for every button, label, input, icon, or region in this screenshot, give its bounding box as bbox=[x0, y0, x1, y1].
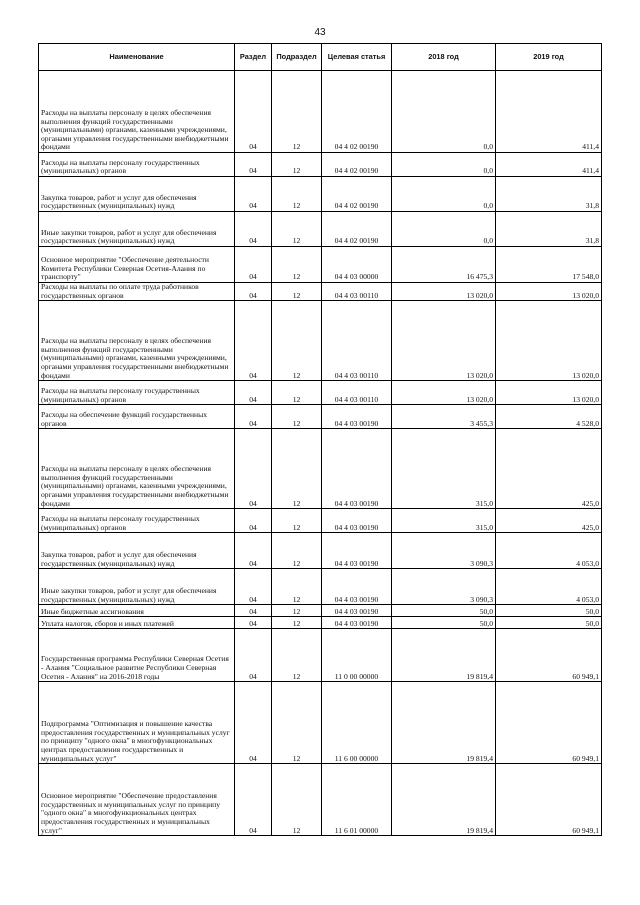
row-2018: 315,0 bbox=[392, 429, 496, 509]
row-2019: 13 020,0 bbox=[496, 283, 602, 301]
table-row bbox=[39, 617, 602, 629]
row-podrazdel: 12 bbox=[272, 212, 322, 247]
row-statya: 04 4 03 00190 bbox=[322, 429, 392, 509]
header-razdel: Раздел bbox=[235, 44, 272, 71]
row-statya: 04 4 03 00110 bbox=[322, 381, 392, 405]
row-name: Иные закупки товаров, работ и услуг для обеспечения государственных (муниципальных) нужд bbox=[39, 569, 235, 605]
row-statya: 04 4 03 00110 bbox=[322, 283, 392, 301]
row-2019: 13 020,0 bbox=[496, 381, 602, 405]
table-row bbox=[39, 301, 602, 381]
row-2018: 13 020,0 bbox=[392, 301, 496, 381]
row-razdel: 04 bbox=[235, 429, 272, 509]
table-body bbox=[39, 71, 602, 836]
row-razdel: 04 bbox=[235, 629, 272, 682]
row-name: Основное мероприятие "Обеспечение деятельности Комитета Республики Северная Осетия-Алания по транспорту" bbox=[39, 247, 235, 283]
row-2018: 3 090,3 bbox=[392, 533, 496, 569]
row-2018: 16 475,3 bbox=[392, 247, 496, 283]
header-2019: 2019 год bbox=[496, 44, 602, 71]
row-name: Расходы на выплаты по оплате труда работников государственных органов bbox=[39, 283, 235, 301]
row-podrazdel: 12 bbox=[272, 533, 322, 569]
row-name: Расходы на выплаты персоналу в целях обеспечения выполнения функций государственными (муниципальными) органами, казенными учреждениями, органами управления государственными внебюджетными фондами bbox=[39, 301, 235, 381]
table-row bbox=[39, 429, 602, 509]
row-podrazdel: 12 bbox=[272, 283, 322, 301]
row-2019: 60 949,1 bbox=[496, 682, 602, 764]
row-podrazdel: 12 bbox=[272, 605, 322, 617]
row-2019: 17 548,0 bbox=[496, 247, 602, 283]
table-row bbox=[39, 605, 602, 617]
row-name: Государственная программа Республики Северная Осетия - Алания "Социальное развитие Республики Северная Осетия - Алания" на 2016-2018 годы bbox=[39, 629, 235, 682]
row-statya: 11 6 01 00000 bbox=[322, 764, 392, 836]
row-name: Расходы на выплаты персоналу государственных (муниципальных) органов bbox=[39, 509, 235, 533]
row-podrazdel: 12 bbox=[272, 617, 322, 629]
row-name: Расходы на выплаты персоналу в целях обеспечения выполнения функций государственными (муниципальными) органами, казенными учреждениями, органами управления государственными внебюджетными фондами bbox=[39, 429, 235, 509]
row-statya: 04 4 03 00190 bbox=[322, 405, 392, 429]
row-podrazdel: 12 bbox=[272, 429, 322, 509]
row-name: Расходы на обеспечение функций государственных органов bbox=[39, 405, 235, 429]
table-header bbox=[39, 44, 602, 71]
header-statya: Целевая статья bbox=[322, 44, 392, 71]
table-row bbox=[39, 247, 602, 283]
row-2018: 13 020,0 bbox=[392, 381, 496, 405]
row-razdel: 04 bbox=[235, 509, 272, 533]
row-name: Иные бюджетные ассигнования bbox=[39, 605, 235, 617]
row-2019: 60 949,1 bbox=[496, 764, 602, 836]
row-2019: 425,0 bbox=[496, 429, 602, 509]
row-razdel: 04 bbox=[235, 605, 272, 617]
row-2018: 0,0 bbox=[392, 153, 496, 177]
row-2018: 50,0 bbox=[392, 605, 496, 617]
row-2019: 411,4 bbox=[496, 71, 602, 153]
header-2018: 2018 год bbox=[392, 44, 496, 71]
page-number: 43 bbox=[314, 27, 326, 38]
row-podrazdel: 12 bbox=[272, 153, 322, 177]
row-2019: 411,4 bbox=[496, 153, 602, 177]
row-name: Расходы на выплаты персоналу государственных (муниципальных) органов bbox=[39, 381, 235, 405]
row-statya: 04 4 02 00190 bbox=[322, 71, 392, 153]
table-row bbox=[39, 177, 602, 212]
row-razdel: 04 bbox=[235, 381, 272, 405]
table-row bbox=[39, 405, 602, 429]
row-2018: 3 090,3 bbox=[392, 569, 496, 605]
row-name: Закупка товаров, работ и услуг для обеспечения государственных (муниципальных) нужд bbox=[39, 177, 235, 212]
row-statya: 04 4 02 00190 bbox=[322, 177, 392, 212]
row-name: Расходы на выплаты персоналу государственных (муниципальных) органов bbox=[39, 153, 235, 177]
row-2019: 425,0 bbox=[496, 509, 602, 533]
table-row bbox=[39, 212, 602, 247]
row-statya: 04 4 03 00190 bbox=[322, 509, 392, 533]
row-podrazdel: 12 bbox=[272, 509, 322, 533]
row-2019: 4 053,0 bbox=[496, 569, 602, 605]
row-name: Иные закупки товаров, работ и услуг для обеспечения государственных (муниципальных) нужд bbox=[39, 212, 235, 247]
row-podrazdel: 12 bbox=[272, 301, 322, 381]
budget-table bbox=[38, 43, 602, 836]
row-statya: 04 4 03 00190 bbox=[322, 569, 392, 605]
table-row bbox=[39, 629, 602, 682]
row-2018: 19 819,4 bbox=[392, 682, 496, 764]
row-razdel: 04 bbox=[235, 569, 272, 605]
row-name: Закупка товаров, работ и услуг для обеспечения государственных (муниципальных) нужд bbox=[39, 533, 235, 569]
row-2018: 19 819,4 bbox=[392, 764, 496, 836]
row-2019: 4 528,0 bbox=[496, 405, 602, 429]
table-row bbox=[39, 764, 602, 836]
row-2019: 50,0 bbox=[496, 617, 602, 629]
row-2019: 31,8 bbox=[496, 212, 602, 247]
row-2018: 0,0 bbox=[392, 177, 496, 212]
row-2018: 0,0 bbox=[392, 71, 496, 153]
row-2018: 3 455,3 bbox=[392, 405, 496, 429]
row-razdel: 04 bbox=[235, 764, 272, 836]
row-2019: 13 020,0 bbox=[496, 301, 602, 381]
row-podrazdel: 12 bbox=[272, 682, 322, 764]
row-podrazdel: 12 bbox=[272, 569, 322, 605]
row-podrazdel: 12 bbox=[272, 764, 322, 836]
row-name: Уплата налогов, сборов и иных платежей bbox=[39, 617, 235, 629]
row-razdel: 04 bbox=[235, 682, 272, 764]
row-statya: 04 4 03 00000 bbox=[322, 247, 392, 283]
row-podrazdel: 12 bbox=[272, 381, 322, 405]
row-name: Подпрограмма "Оптимизация и повышение качества предоставления государственных и муниципальных услуг по принципу "одного окна" в многофункциональных центрах предоставления государственных и муниципальных услуг" bbox=[39, 682, 235, 764]
row-name: Основное мероприятие "Обеспечение предоставления государственных и муниципальных услуг по принципу "одного окна" в многофункциональных центрах предоставления государственных и муниципальных услуг" bbox=[39, 764, 235, 836]
row-statya: 04 4 02 00190 bbox=[322, 153, 392, 177]
row-name: Расходы на выплаты персоналу в целях обеспечения выполнения функций государственными (муниципальными) органами, казенными учреждениями, органами управления государственными внебюджетными фондами bbox=[39, 71, 235, 153]
row-podrazdel: 12 bbox=[272, 71, 322, 153]
row-2018: 19 819,4 bbox=[392, 629, 496, 682]
table-row bbox=[39, 533, 602, 569]
row-2018: 315,0 bbox=[392, 509, 496, 533]
table-row bbox=[39, 569, 602, 605]
row-razdel: 04 bbox=[235, 71, 272, 153]
table-row bbox=[39, 153, 602, 177]
table-row bbox=[39, 381, 602, 405]
table-row bbox=[39, 509, 602, 533]
row-statya: 04 4 03 00190 bbox=[322, 533, 392, 569]
row-2018: 0,0 bbox=[392, 212, 496, 247]
row-razdel: 04 bbox=[235, 533, 272, 569]
row-podrazdel: 12 bbox=[272, 177, 322, 212]
row-statya: 11 0 00 00000 bbox=[322, 629, 392, 682]
row-razdel: 04 bbox=[235, 283, 272, 301]
header-podrazdel: Подраздел bbox=[272, 44, 322, 71]
row-2018: 13 020,0 bbox=[392, 283, 496, 301]
row-statya: 11 6 00 00000 bbox=[322, 682, 392, 764]
row-razdel: 04 bbox=[235, 247, 272, 283]
row-razdel: 04 bbox=[235, 177, 272, 212]
row-razdel: 04 bbox=[235, 212, 272, 247]
row-podrazdel: 12 bbox=[272, 247, 322, 283]
row-2018: 50,0 bbox=[392, 617, 496, 629]
row-statya: 04 4 02 00190 bbox=[322, 212, 392, 247]
row-statya: 04 4 03 00190 bbox=[322, 605, 392, 617]
row-razdel: 04 bbox=[235, 153, 272, 177]
row-2019: 31,8 bbox=[496, 177, 602, 212]
row-2019: 4 053,0 bbox=[496, 533, 602, 569]
row-2019: 60 949,1 bbox=[496, 629, 602, 682]
row-razdel: 04 bbox=[235, 617, 272, 629]
table-row bbox=[39, 682, 602, 764]
row-razdel: 04 bbox=[235, 301, 272, 381]
table-row bbox=[39, 71, 602, 153]
table-row bbox=[39, 283, 602, 301]
header-name: Наименование bbox=[39, 44, 235, 71]
row-podrazdel: 12 bbox=[272, 629, 322, 682]
row-razdel: 04 bbox=[235, 405, 272, 429]
row-2019: 50,0 bbox=[496, 605, 602, 617]
row-statya: 04 4 03 00190 bbox=[322, 617, 392, 629]
row-podrazdel: 12 bbox=[272, 405, 322, 429]
row-statya: 04 4 03 00110 bbox=[322, 301, 392, 381]
